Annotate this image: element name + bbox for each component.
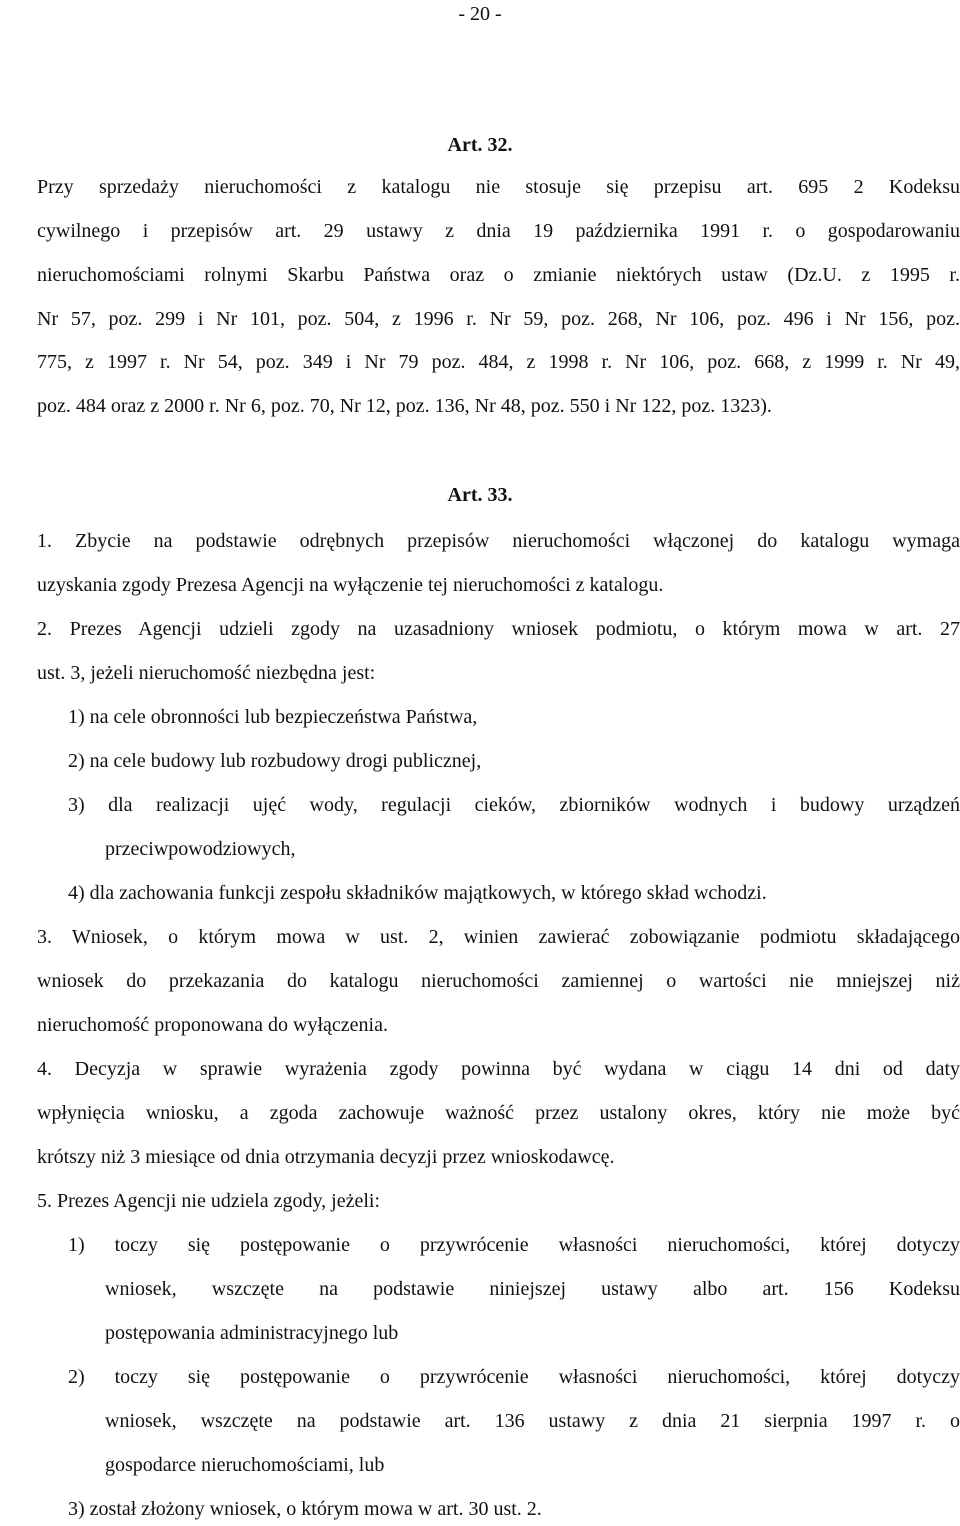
- art33-par2-item-3: 3) dla realizacji ujęć wody, regulacji cieków, zbiorników wodnych i budowy urządzeń: [68, 794, 960, 816]
- art33-par1-line-1: 1. Zbycie na podstawie odrębnych przepisów nieruchomości włączonej do katalogu wymaga: [37, 530, 960, 552]
- art33-par5-item-1: 1) toczy się postępowanie o przywrócenie własności nieruchomości, której dotyczy: [68, 1234, 960, 1256]
- art33-par2-item-1: 1) na cele obronności lub bezpieczeństwa Państwa,: [68, 706, 478, 728]
- art33-par2-item-3-cont: przeciwpowodziowych,: [105, 838, 296, 860]
- art33-par5-item-1-cont-1: wniosek, wszczęte na podstawie niniejszej ustawy albo art. 156 Kodeksu: [105, 1278, 960, 1300]
- art33-par5-item-2-cont-1: wniosek, wszczęte na podstawie art. 136 ustawy z dnia 21 sierpnia 1997 r. o: [105, 1410, 960, 1432]
- art33-par3-line-2: wniosek do przekazania do katalogu nieruchomości zamiennej o wartości nie mniejszej niż: [37, 970, 960, 992]
- art33-par2-item-2: 2) na cele budowy lub rozbudowy drogi publicznej,: [68, 750, 482, 772]
- art33-par5-item-3: 3) został złożony wniosek, o którym mowa w art. 30 ust. 2.: [68, 1498, 542, 1520]
- art33-par2-item-4: 4) dla zachowania funkcji zespołu składników majątkowych, w którego skład wchodzi.: [68, 882, 767, 904]
- article-32-heading: Art. 32.: [447, 134, 513, 156]
- art33-par5-item-2-cont-2: gospodarce nieruchomościami, lub: [105, 1454, 385, 1476]
- art33-par4-line-3: krótszy niż 3 miesiące od dnia otrzymania decyzji przez wnioskodawcę.: [37, 1146, 615, 1168]
- art32-line-4: Nr 57, poz. 299 i Nr 101, poz. 504, z 1996 r. Nr 59, poz. 268, Nr 106, poz. 496 i Nr 156, poz.: [37, 308, 960, 330]
- art32-line-1: Przy sprzedaży nieruchomości z katalogu nie stosuje się przepisu art. 695 2 Kodeksu: [37, 176, 960, 198]
- art32-line-6: poz. 484 oraz z 2000 r. Nr 6, poz. 70, Nr 12, poz. 136, Nr 48, poz. 550 i Nr 122, poz. 1323).: [37, 395, 772, 417]
- art33-par4-line-2: wpłynięcia wniosku, a zgoda zachowuje ważność przez ustalony okres, który nie może być: [37, 1102, 960, 1124]
- art33-par3-line-3: nieruchomość proponowana do wyłączenia.: [37, 1014, 388, 1036]
- art33-par2-line-2: ust. 3, jeżeli nieruchomość niezbędna jest:: [37, 662, 376, 684]
- art33-par2-line-1: 2. Prezes Agencji udzieli zgody na uzasadniony wniosek podmiotu, o którym mowa w art. 27: [37, 618, 960, 640]
- art33-par1-line-2: uzyskania zgody Prezesa Agencji na wyłączenie tej nieruchomości z katalogu.: [37, 574, 664, 596]
- art33-par5-line-1: 5. Prezes Agencji nie udziela zgody, jeżeli:: [37, 1190, 381, 1212]
- art33-par4-line-1: 4. Decyzja w sprawie wyrażenia zgody powinna być wydana w ciągu 14 dni od daty: [37, 1058, 960, 1080]
- art32-line-5: 775, z 1997 r. Nr 54, poz. 349 i Nr 79 poz. 484, z 1998 r. Nr 106, poz. 668, z 1999 r. Nr 49,: [37, 351, 960, 373]
- page-number: - 20 -: [458, 3, 502, 25]
- art33-par5-item-2: 2) toczy się postępowanie o przywrócenie własności nieruchomości, której dotyczy: [68, 1366, 960, 1388]
- art33-par3-line-1: 3. Wniosek, o którym mowa w ust. 2, winien zawierać zobowiązanie podmiotu składającego: [37, 926, 960, 948]
- art33-par5-item-1-cont-2: postępowania administracyjnego lub: [105, 1322, 399, 1344]
- art32-line-2: cywilnego i przepisów art. 29 ustawy z dnia 19 października 1991 r. o gospodarowaniu: [37, 220, 960, 242]
- article-33-heading: Art. 33.: [447, 484, 513, 506]
- art32-line-3: nieruchomościami rolnymi Skarbu Państwa oraz o zmianie niektórych ustaw (Dz.U. z 1995 r.: [37, 264, 960, 286]
